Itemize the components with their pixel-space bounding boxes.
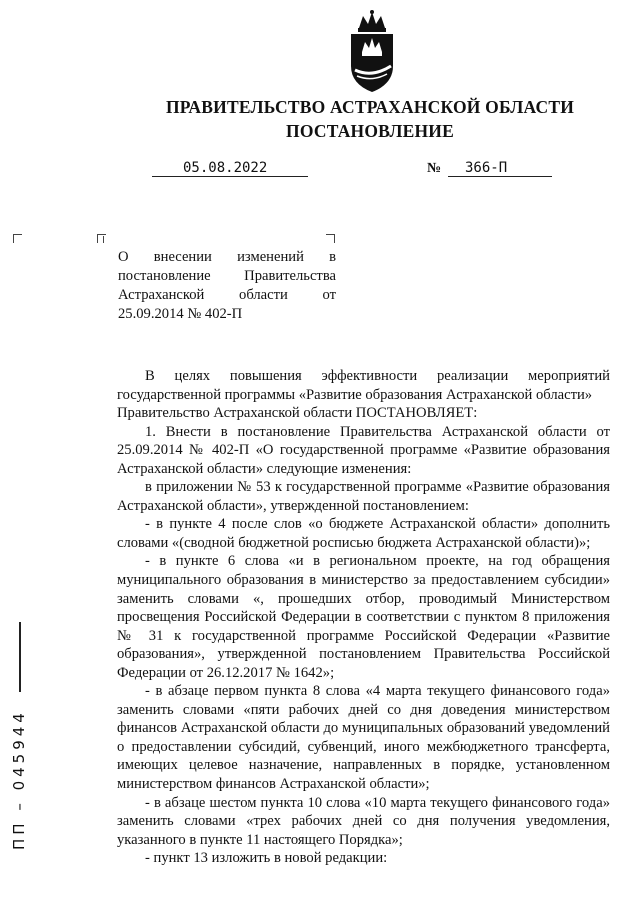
paragraph: 1. Внести в постановление Правительства Астраханской области от 25.09.2014 № 402-П «О государственной программе «Развитие образования Астраханской области» следующие изменения: <box>117 423 610 477</box>
organization-title: ПРАВИТЕЛЬСТВО АСТРАХАНСКОЙ ОБЛАСТИ <box>165 97 575 117</box>
astrakhan-coat-of-arms-icon <box>337 8 407 94</box>
paragraph: В целях повышения эффективности реализации мероприятий государственной программы «Развитие образования Астраханской области» <box>117 368 610 403</box>
margin-bar <box>19 622 21 692</box>
paragraph: - в абзаце первом пункта 8 слова «4 марта текущего финансового года» заменить словами «пяти рабочих дней со дня доведения министерством финансов Астраханской области до муниципальных образований уведомлений о предоставлении субсидий, субвенций, иного межбюджетного трансферта, имеющих целевое назначение, направленных в порядке, установленном министерством финансов Астраханской области»; <box>117 683 610 793</box>
paragraph: в приложении № 53 к государственной программе «Развитие образования Астраханской области», утвержденной постановлением: <box>117 479 610 514</box>
document-number: 366-П <box>465 160 508 176</box>
document-date: 05.08.2022 <box>183 160 268 176</box>
number-underline <box>448 176 552 177</box>
paragraph: - в абзаце шестом пункта 10 слова «10 марта текущего финансового года» заменить словами «трех рабочих дней со дня получения уведомления, указанного в пункте 11 настоящего Порядка»; <box>117 794 610 848</box>
corner-mark <box>13 234 22 243</box>
document-body <box>117 367 610 868</box>
document-type-title: ПОСТАНОВЛЕНИЕ <box>286 121 454 141</box>
paragraph: - в пункте 4 после слов «о бюджете Астраханской области» дополнить словами «(сводной бюджетной росписью бюджета Астраханской области)»; <box>117 516 610 551</box>
number-sign: № <box>427 161 442 176</box>
corner-mark <box>326 234 335 243</box>
paragraph: - в пункте 6 слова «и в региональном проекте, на год обращения муниципального образования в министерство за предоставлением субсидии» заменить словами «, прошедших отбор, проводимый Министерством просвещения Российской Федерации в соответствии с пунктом 8 приложения № 31 к государственной программе Российской Федерации «Развитие образования», утвержденной постановлением Правительства Российской Федерации от 26.12.2017 № 1642»; <box>117 553 610 681</box>
date-underline <box>152 176 308 177</box>
paragraph: Правительство Астраханской области ПОСТАНОВЛЯЕТ: <box>117 405 478 422</box>
corner-mark <box>103 236 108 243</box>
paragraph: - пункт 13 изложить в новой редакции: <box>145 850 388 867</box>
form-serial-number: ПП – 045944 <box>10 709 28 850</box>
document-subject: О внесении изменений в постановление Правительства Астраханской области от 25.09.2014 № 402-П <box>118 249 336 322</box>
